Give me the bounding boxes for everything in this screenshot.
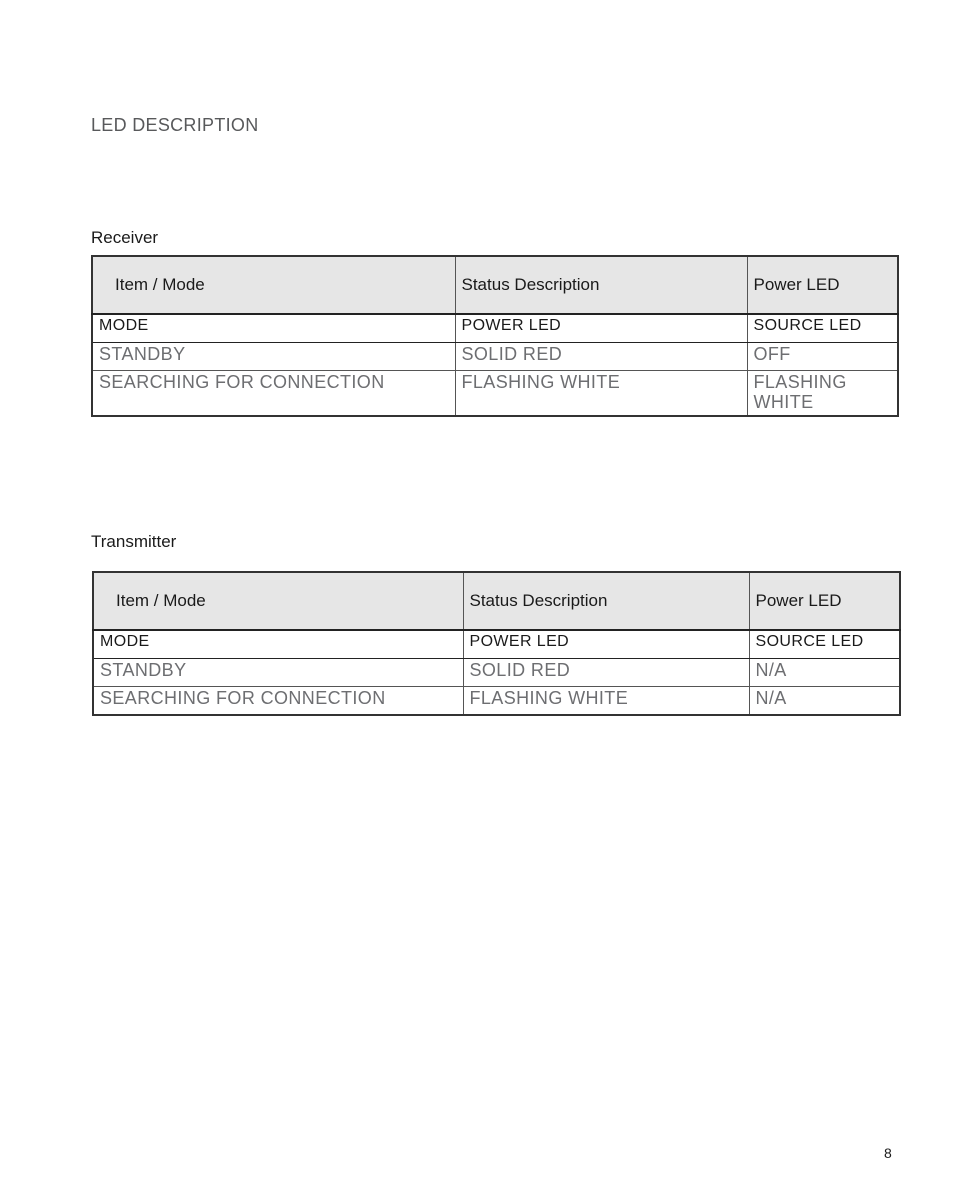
cell-mode: SEARCHING FOR CONNECTION (93, 687, 463, 716)
subheader-source-led: SOURCE LED (749, 630, 900, 659)
subheader-mode: MODE (93, 630, 463, 659)
header-status-description: Status Description (463, 572, 749, 630)
transmitter-section-label: Transmitter (91, 532, 177, 551)
subheader-source-led: SOURCE LED (747, 314, 898, 343)
cell-power-led: SOLID RED (455, 343, 747, 371)
cell-power-led: FLASHING WHITE (463, 687, 749, 716)
subheader-power-led: POWER LED (463, 630, 749, 659)
table-row (92, 343, 898, 371)
table-subheader-row (93, 630, 900, 659)
page-title: LED DESCRIPTION (91, 115, 259, 135)
table-row (92, 371, 898, 417)
cell-source-led: OFF (747, 343, 898, 371)
cell-source-led: FLASHING WHITE (747, 371, 898, 417)
receiver-led-table (91, 255, 899, 417)
cell-source-led: N/A (749, 687, 900, 716)
page-number: 8 (884, 1145, 892, 1161)
table-row (93, 687, 900, 716)
header-item-mode: Item / Mode (93, 572, 463, 630)
table-header-row (93, 572, 900, 630)
header-status-description: Status Description (455, 256, 747, 314)
header-power-led: Power LED (749, 572, 900, 630)
cell-power-led: SOLID RED (463, 659, 749, 687)
header-power-led: Power LED (747, 256, 898, 314)
subheader-mode: MODE (92, 314, 455, 343)
header-item-mode: Item / Mode (92, 256, 455, 314)
cell-mode: SEARCHING FOR CONNECTION (92, 371, 455, 417)
cell-power-led: FLASHING WHITE (455, 371, 747, 417)
cell-mode: STANDBY (93, 659, 463, 687)
table-header-row (92, 256, 898, 314)
subheader-power-led: POWER LED (455, 314, 747, 343)
cell-source-led: N/A (749, 659, 900, 687)
transmitter-led-table (92, 571, 901, 716)
receiver-section-label: Receiver (91, 228, 159, 247)
cell-mode: STANDBY (92, 343, 455, 371)
table-row (93, 659, 900, 687)
table-subheader-row (92, 314, 898, 343)
